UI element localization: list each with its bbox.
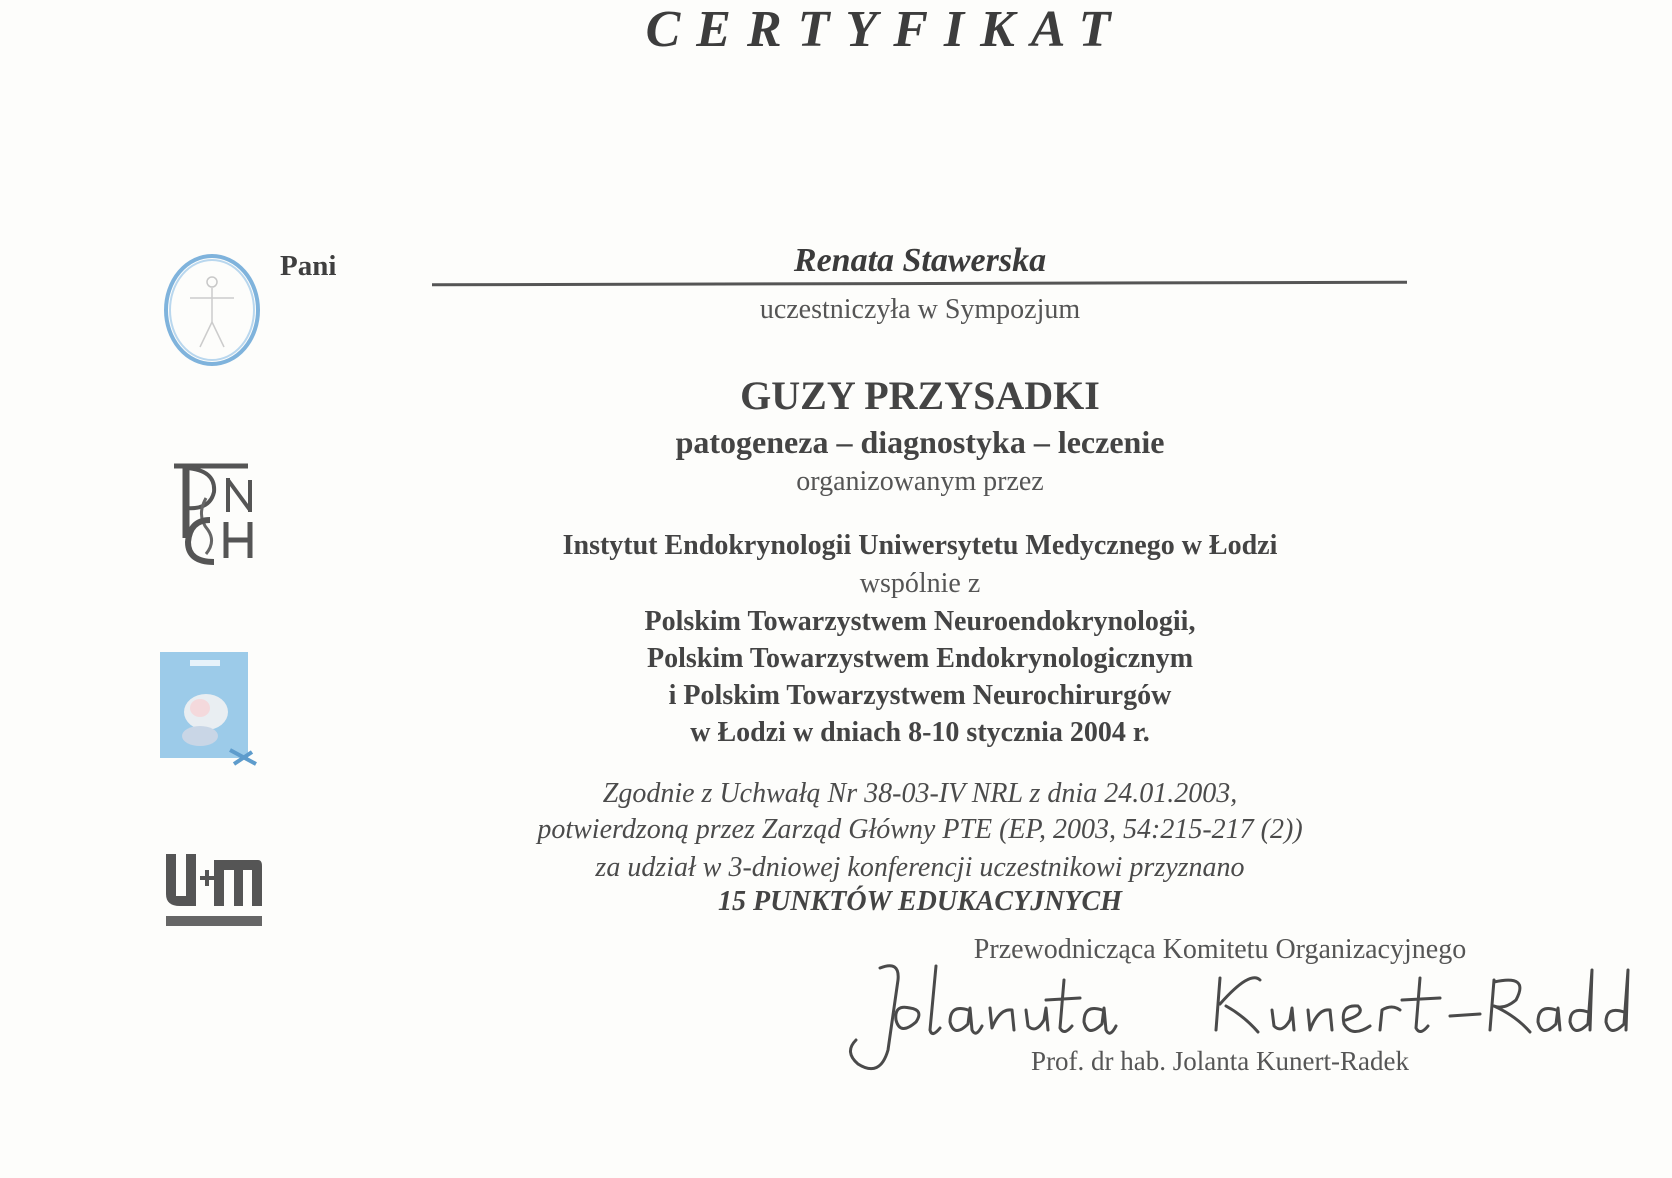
partner-2: Polskim Towarzystwem Endokrynologicznym [646, 643, 1194, 674]
certificate-title: CERTYFIKAT [645, 1, 1127, 58]
organizer-name: Instytut Endokrynologii Uniwersytetu Medycznego w Łodzi [562, 530, 1278, 561]
place-and-date: w Łodzi w dniach 8-10 stycznia 2004 r. [690, 717, 1150, 748]
education-points: 15 PUNKTÓW EDUKACYJNYCH [718, 886, 1122, 917]
um-lodz-logo [162, 850, 266, 934]
signatory-role: Przewodnicząca Komitetu Organizacyjnego [973, 934, 1467, 965]
recipient-name: Renata Stawerska [793, 242, 1047, 279]
partner-3: i Polskim Towarzystwem Neurochirurgów [668, 680, 1172, 711]
partner-1: Polskim Towarzystwem Neuroendokrynologii, [644, 606, 1196, 637]
event-subtitle: patogeneza – diagnostyka – leczenie [675, 424, 1165, 460]
event-title: GUZY PRZYSADKI [740, 373, 1100, 418]
resolution-line-1: Zgodnie z Uchwałą Nr 38-03-IV NRL z dnia 24.01.2003, [602, 778, 1238, 809]
jointly-text: wspólnie z [859, 568, 981, 599]
conference-poster-image [160, 652, 264, 774]
name-underline [432, 281, 1407, 287]
salutation: Pani [280, 250, 337, 282]
resolution-line-2: potwierdzoną przez Zarząd Główny PTE (EP, 2003, 54:215-217 (2)) [537, 814, 1303, 845]
organized-by-text: organizowanym przez [796, 466, 1044, 497]
ptne-monogram-logo [170, 458, 260, 568]
resolution-line-3: za udział w 3-dniowej konferencji uczestnikowi przyznano [595, 852, 1245, 883]
signatory-name: Prof. dr hab. Jolanta Kunert-Radek [1031, 1046, 1409, 1076]
vitruvian-circle-icon [160, 252, 264, 368]
participation-text: uczestniczyła w Sympozjum [759, 294, 1081, 325]
